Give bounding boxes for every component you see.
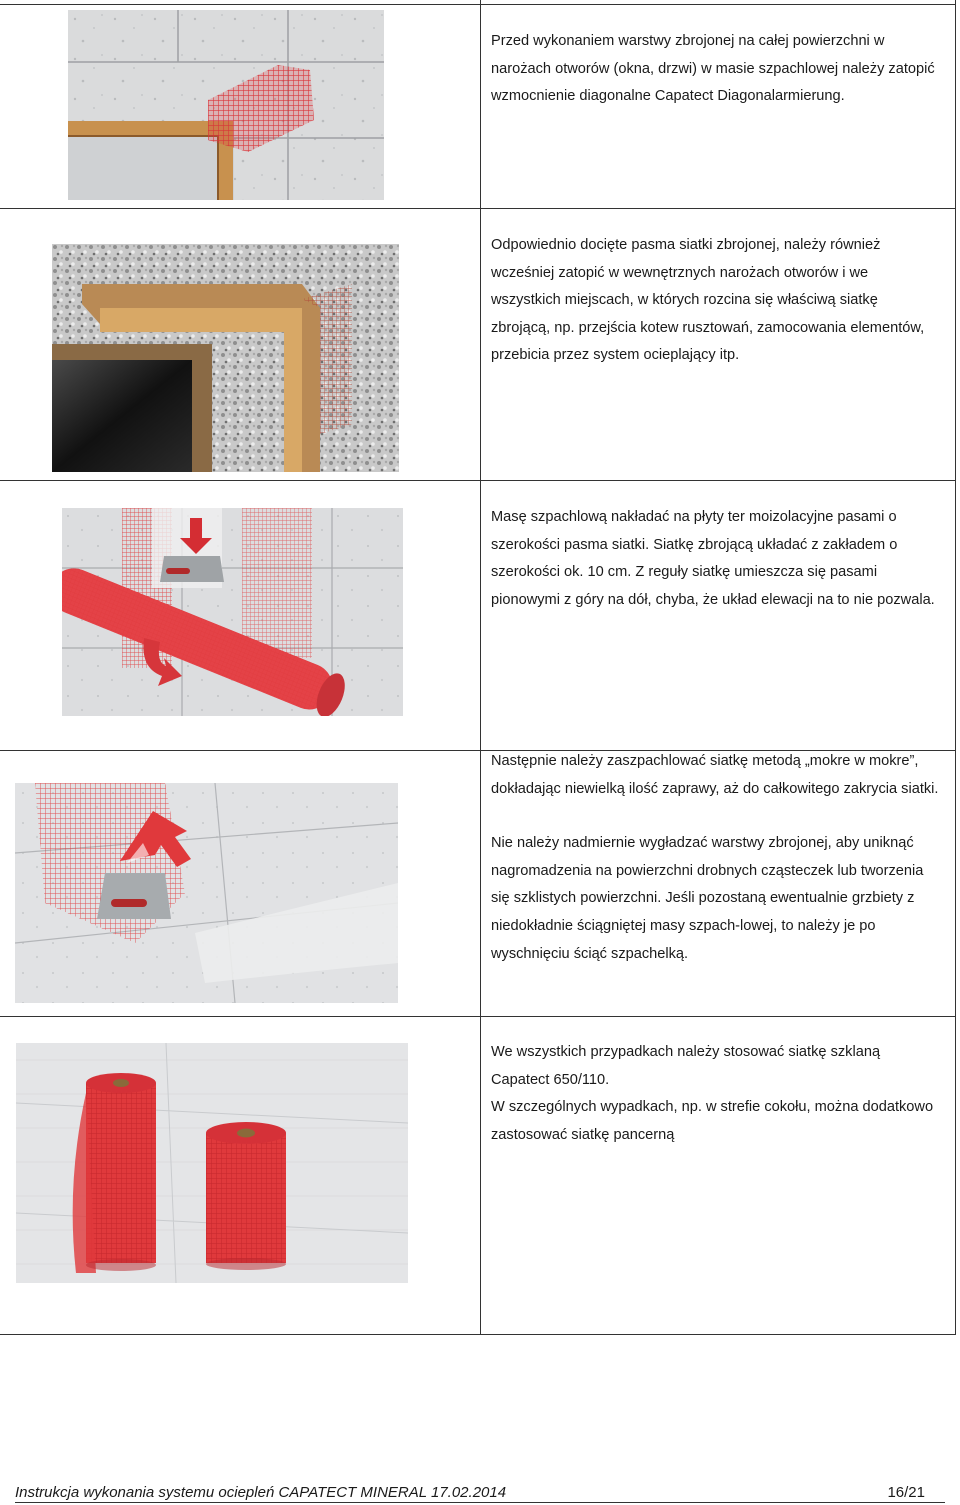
paragraph: Następnie należy zaszpachlować siatkę metodą „mokre w mokre”, dokładając niewielką ilość zaprawy, aż do całkowitego zakrycia siatki. [491, 753, 939, 797]
footer-rule [15, 1502, 945, 1503]
glass-mesh-rolls-illustration [16, 1043, 408, 1283]
section-3-text [491, 504, 941, 614]
window-reveal-mesh-illustration [52, 244, 399, 472]
diagonal-reinforcement-illustration [68, 10, 384, 200]
section-1-text [491, 28, 941, 111]
row-divider [0, 480, 956, 481]
page-number: 16/21 [887, 1484, 925, 1501]
row-divider [0, 1016, 956, 1017]
section-4-text [491, 748, 941, 968]
paragraph: Nie należy nadmiernie wygładzać warstwy zbrojonej, aby uniknąć nagromadzenia na powierzchni drobnych cząsteczek lub tworzenia się szklistych powierzchni. Jeśli pozostaną ewentualnie grzbiety z niedokładnie ściągniętej masy szpach-lowej, to należy je po wyschnięciu ściąć szpachelką. [491, 835, 924, 962]
paragraph: Przed wykonaniem warstwy zbrojonej na całej powierzchni w narożach otworów (okna, drzwi) w masie szpachlowej należy zatopić wzmocnienie diagonalne Capatect Diagonalarmierung. [491, 33, 935, 105]
page-footer [15, 1484, 945, 1504]
paragraph: Odpowiednio docięte pasma siatki zbrojonej, należy również wcześniej zatopić w wewnętrznych narożach otworów i we wszystkich miejscach, w których rozcina się właściwą siatkę zbrojącą, np. przejścia kotew rusztowań, zamocowania elementów, przebicia przez system ocieplający itp. [491, 237, 925, 364]
table-border-right [955, 0, 956, 1335]
paragraph: We wszystkich przypadkach należy stosować siatkę szklaną Capatect 650/110. [491, 1044, 881, 1088]
table-border-top [0, 4, 956, 5]
section-2-text [491, 232, 941, 370]
row-divider [0, 208, 956, 209]
mesh-roll-application-illustration [62, 508, 403, 716]
section-5-text [491, 1039, 941, 1149]
embedding-mesh-illustration [15, 783, 398, 1003]
paragraph: W szczególnych wypadkach, np. w strefie cokołu, można dodatkowo zastosować siatkę pancerną [491, 1099, 934, 1143]
paragraph: Masę szpachlową nakładać na płyty ter moizolacyjne pasami o szerokości pasma siatki. Siatkę zbrojącą układać z zakładem o szerokości ok. 10 cm. Z reguły siatkę umieszcza się pasami pionowymi z góry na dół, chyba, że układ elewacji na to nie pozwala. [491, 509, 935, 608]
column-divider [480, 0, 481, 1335]
document-title: Instrukcja wykonania systemu ociepleń CAPATECT MINERAL 17.02.2014 [15, 1484, 507, 1501]
table-border-bottom [0, 1334, 956, 1335]
